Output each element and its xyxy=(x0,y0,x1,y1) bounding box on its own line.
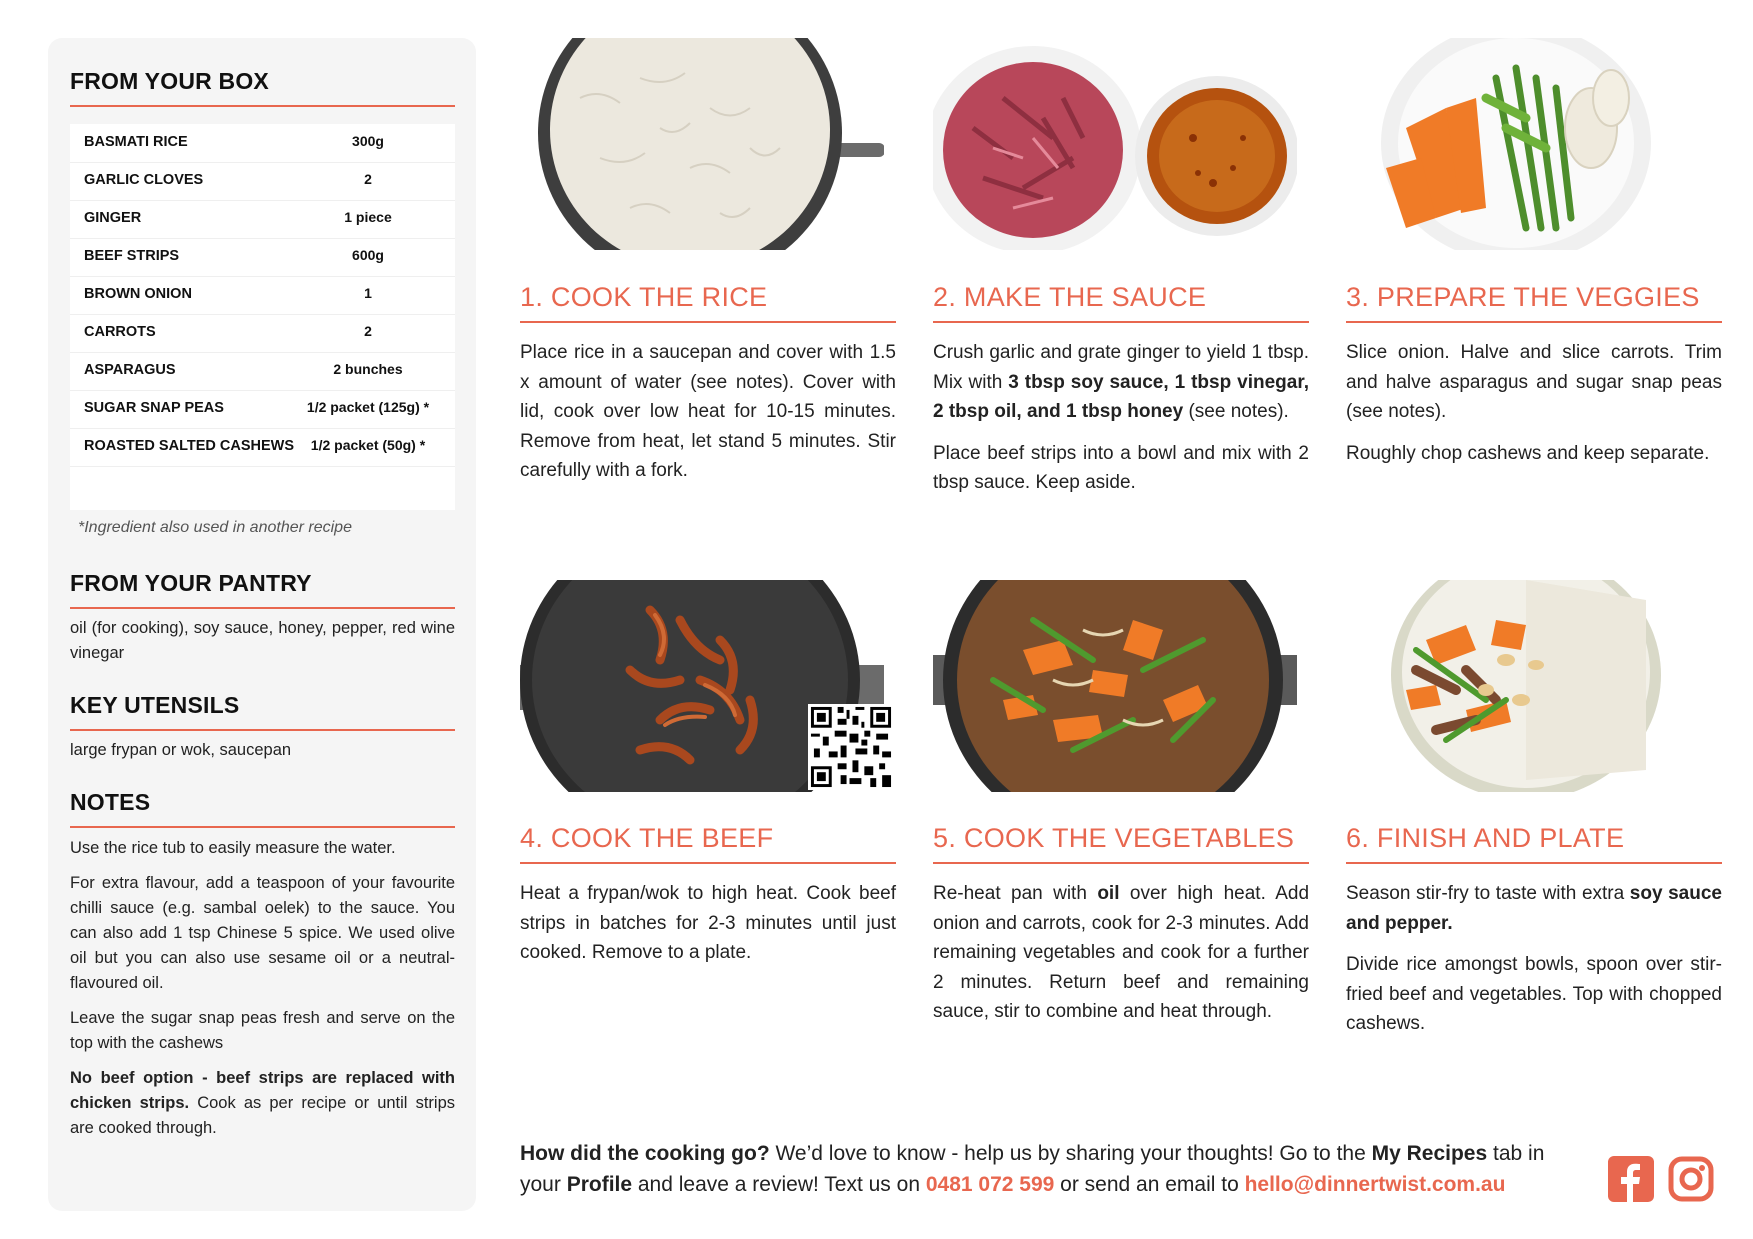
note-paragraph: Leave the sugar snap peas fresh and serve on the top with the cashews xyxy=(70,1009,455,1052)
step-2-body xyxy=(933,338,1309,510)
ingredient-row xyxy=(70,238,455,277)
key-utensils-heading: KEY UTENSILS xyxy=(70,692,455,731)
photo-raw-vegetables xyxy=(1346,38,1710,250)
ingredient-row xyxy=(70,314,455,353)
footer-text: We’d love to know - help us by sharing your thoughts! Go to the xyxy=(769,1142,1372,1165)
qr-code-icon[interactable] xyxy=(808,704,894,790)
ingredient-qty: 300g xyxy=(352,133,384,149)
step-text: Season stir-fry to taste with extra xyxy=(1346,883,1630,904)
ingredient-name: BEEF STRIPS xyxy=(84,248,180,264)
ingredient-name: BASMATI RICE xyxy=(84,134,188,150)
facebook-icon[interactable] xyxy=(1608,1156,1654,1202)
footer-text: and leave a review! Text us on xyxy=(632,1173,926,1196)
ingredient-row xyxy=(70,428,455,467)
step-bold-text: 3 tbsp soy sauce, 1 tbsp vinegar, 2 tbsp oil, and 1 tbsp honey xyxy=(933,371,1309,422)
feedback-footer xyxy=(520,1138,1580,1200)
ingredient-qty: 600g xyxy=(352,247,384,263)
notes-heading: NOTES xyxy=(70,789,455,828)
instagram-icon[interactable] xyxy=(1668,1156,1714,1202)
ingredient-qty: 2 bunches xyxy=(333,361,403,377)
step-paragraph xyxy=(1346,879,1722,938)
from-your-pantry-heading: FROM YOUR PANTRY xyxy=(70,570,455,609)
ingredients-sidebar xyxy=(48,38,476,1211)
ingredient-row xyxy=(70,276,455,315)
note-text: Cook as per recipe or until strips are cooked through. xyxy=(70,1094,455,1137)
photo-plated-dish xyxy=(1346,580,1710,792)
pantry-text: oil (for cooking), soy sauce, honey, pepper, red wine vinegar xyxy=(70,619,455,662)
step-6-title: 6. FINISH AND PLATE xyxy=(1346,823,1722,864)
footer-text: or send an email to xyxy=(1054,1173,1245,1196)
note-bold-text: No beef option - beef strips are replaced with chicken strips. xyxy=(70,1069,455,1112)
ingredient-name: ROASTED SALTED CASHEWS xyxy=(84,438,294,454)
ingredient-row xyxy=(70,200,455,239)
step-paragraph xyxy=(933,879,1309,1027)
ingredient-row xyxy=(70,124,455,163)
note-paragraph: For extra flavour, add a teaspoon of your favourite chilli sauce (e.g. sambal oelek) to the sauce. You can also add 1 tsp Chinese 5 spice. We used olive oil but you can also use sesame oil or a neutral-flavoured oil. xyxy=(70,874,455,992)
photo-stir-fry-pan xyxy=(933,580,1297,792)
photo-rice-pot xyxy=(520,38,884,250)
ingredients-table xyxy=(70,124,455,510)
ingredient-qty: 1 xyxy=(364,285,372,301)
footer-text: tab in your xyxy=(520,1142,1545,1196)
step-text: Re-heat pan with xyxy=(933,883,1098,904)
ingredient-qty: 1 piece xyxy=(344,209,392,225)
ingredient-row xyxy=(70,162,455,201)
step-4-title: 4. COOK THE BEEF xyxy=(520,823,896,864)
step-5-title: 5. COOK THE VEGETABLES xyxy=(933,823,1309,864)
step-2-title: 2. MAKE THE SAUCE xyxy=(933,282,1309,323)
feedback-question: How did the cooking go? xyxy=(520,1142,770,1165)
step-paragraph: Slice onion. Halve and slice carrots. Trim and halve asparagus and sugar snap peas (see notes). xyxy=(1346,342,1722,422)
step-paragraph: Heat a frypan/wok to high heat. Cook beef strips in batches for 2-3 minutes until just cooked. Remove to a plate. xyxy=(520,883,896,963)
my-recipes-link[interactable]: My Recipes xyxy=(1371,1142,1488,1165)
ingredient-name: CARROTS xyxy=(84,324,156,340)
footnote: *Ingredient also used in another recipe xyxy=(78,519,352,536)
note-paragraph xyxy=(70,1066,455,1141)
ingredient-name: GINGER xyxy=(84,210,142,226)
ingredient-name: ASPARAGUS xyxy=(84,362,176,378)
ingredient-qty: 1/2 packet (50g) * xyxy=(310,437,426,453)
step-3-body xyxy=(1346,338,1722,480)
step-text: (see notes). xyxy=(1183,401,1289,422)
step-text: Crush garlic and grate ginger to yield 1 tbsp. Mix with xyxy=(933,342,1309,393)
phone-link[interactable]: 0481 072 599 xyxy=(925,1173,1055,1196)
step-1-title: 1. COOK THE RICE xyxy=(520,282,896,323)
step-paragraph: Place beef strips into a bowl and mix with 2 tbsp sauce. Keep aside. xyxy=(933,442,1309,493)
step-3-title: 3. PREPARE THE VEGGIES xyxy=(1346,282,1722,323)
note-paragraph: Use the rice tub to easily measure the water. xyxy=(70,839,396,857)
email-link[interactable]: hello@dinnertwist.com.au xyxy=(1244,1173,1506,1196)
ingredient-name: SUGAR SNAP PEAS xyxy=(84,400,224,416)
step-bold-text: soy sauce and pepper. xyxy=(1346,883,1722,934)
ingredient-row xyxy=(70,390,455,429)
ingredient-qty: 2 xyxy=(364,171,372,187)
profile-link[interactable]: Profile xyxy=(566,1173,633,1196)
step-paragraph: Divide rice amongst bowls, spoon over stir-fried beef and vegetables. Top with chopped cashews. xyxy=(1346,954,1722,1034)
step-6-body xyxy=(1346,879,1722,1051)
step-text: over high heat. Add onion and carrots, cook for 2-3 minutes. Add remaining vegetables and cook for a further 2 minutes. Return beef and remaining sauce, stir to combine and heat through. xyxy=(933,883,1310,1022)
step-1-body xyxy=(520,338,896,498)
notes-text xyxy=(70,836,455,1151)
step-4-body xyxy=(520,879,896,980)
step-paragraph xyxy=(933,338,1309,427)
ingredient-name: BROWN ONION xyxy=(84,286,192,302)
step-paragraph: Roughly chop cashews and keep separate. xyxy=(1346,442,1710,464)
photo-beef-and-sauce xyxy=(933,38,1297,250)
ingredient-qty: 1/2 packet (125g) * xyxy=(306,399,430,415)
step-bold-text: oil xyxy=(1097,883,1120,904)
step-5-body xyxy=(933,879,1309,1039)
utensils-text: large frypan or wok, saucepan xyxy=(70,741,292,759)
ingredient-row xyxy=(70,352,455,391)
from-your-box-heading: FROM YOUR BOX xyxy=(70,68,455,107)
ingredient-qty: 2 xyxy=(364,323,372,339)
ingredient-name: GARLIC CLOVES xyxy=(84,172,204,188)
step-paragraph: Place rice in a saucepan and cover with 1.5 x amount of water (see notes). Cover with lid, cook over low heat for 10-15 minutes. Remove from heat, let stand 5 minutes. Stir carefully with a fork. xyxy=(520,342,896,481)
